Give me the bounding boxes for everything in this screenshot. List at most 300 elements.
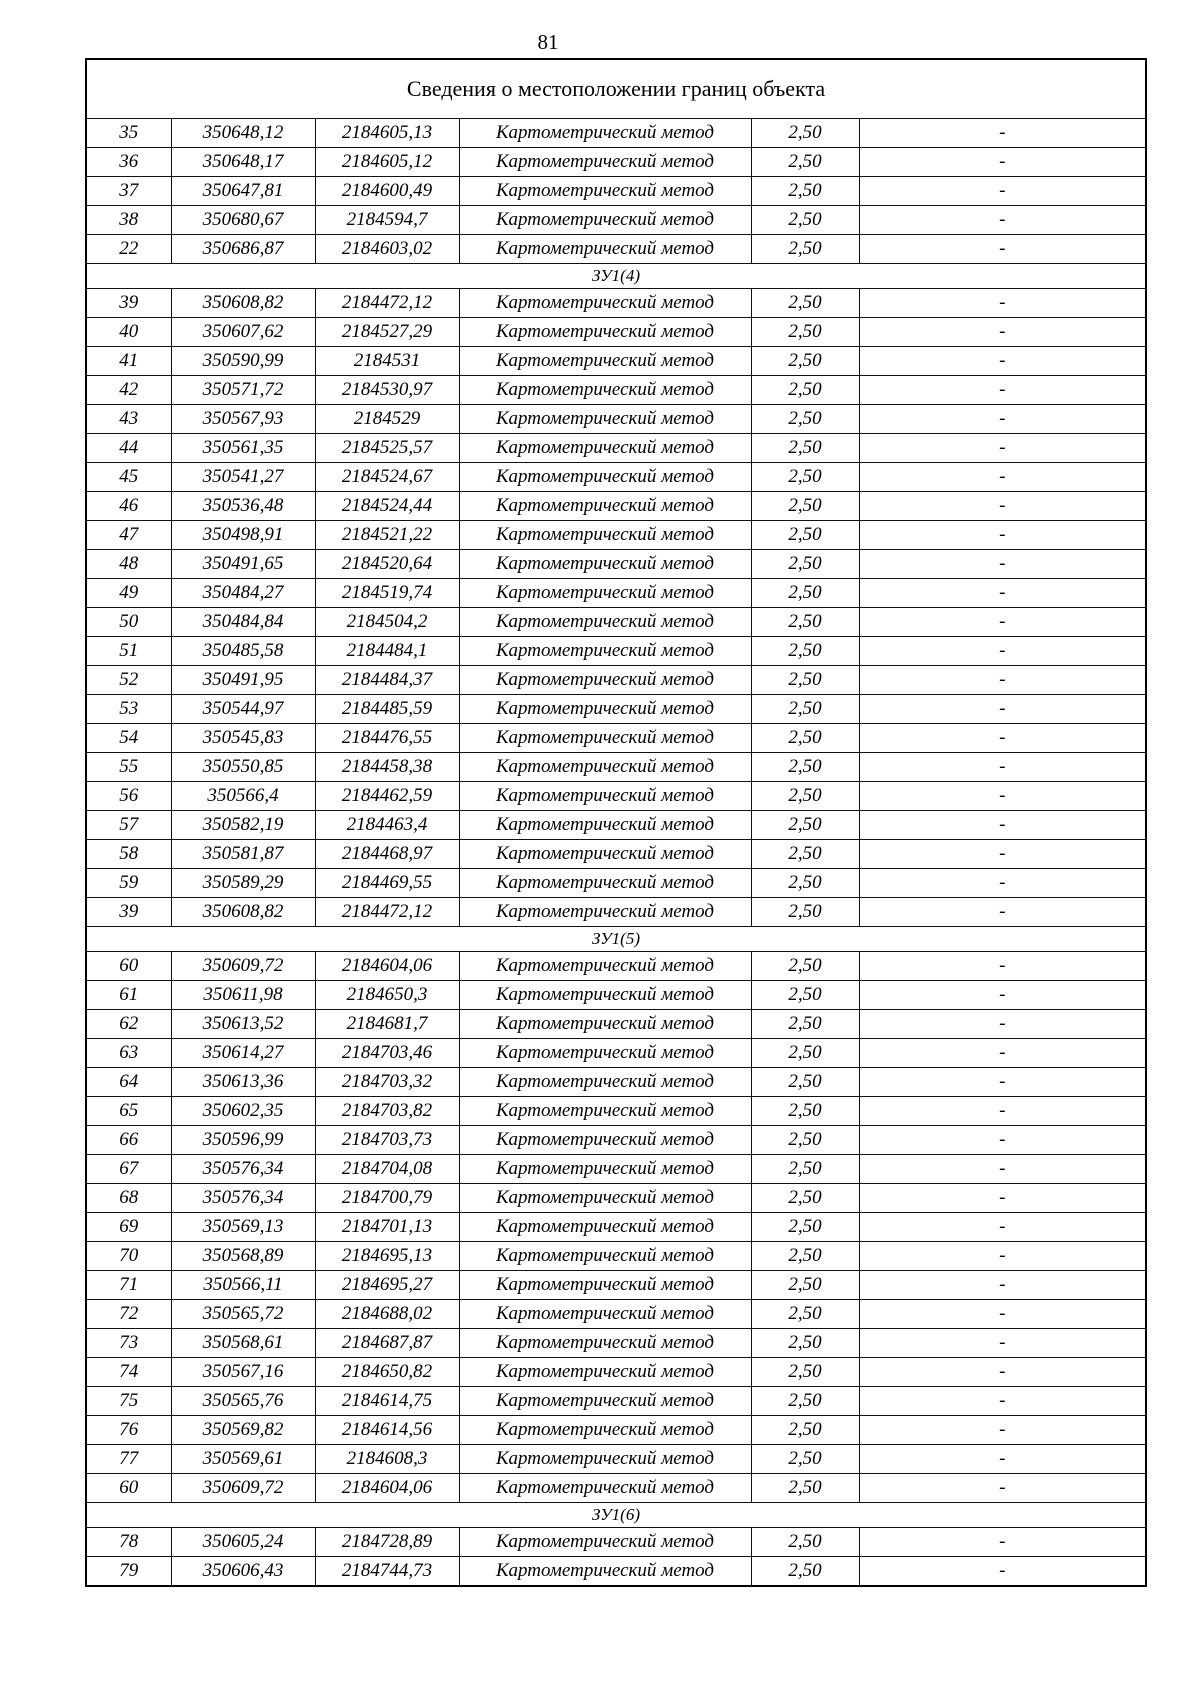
precision-cell: 2,50 [751, 119, 859, 148]
precision-cell: 2,50 [751, 492, 859, 521]
note-cell: - [859, 550, 1146, 579]
boundary-coordinates-table [85, 58, 1147, 1587]
y-coordinate-cell: 2184614,56 [315, 1416, 459, 1445]
x-coordinate-cell: 350569,13 [171, 1213, 315, 1242]
table-row [86, 235, 1146, 264]
note-cell: - [859, 1300, 1146, 1329]
method-cell: Картометрический метод [459, 1329, 751, 1358]
note-cell: - [859, 347, 1146, 376]
note-cell: - [859, 1329, 1146, 1358]
note-cell: - [859, 1213, 1146, 1242]
y-coordinate-cell: 2184650,3 [315, 981, 459, 1010]
y-coordinate-cell: 2184703,46 [315, 1039, 459, 1068]
note-cell: - [859, 1068, 1146, 1097]
note-cell: - [859, 1387, 1146, 1416]
precision-cell: 2,50 [751, 550, 859, 579]
x-coordinate-cell: 350569,61 [171, 1445, 315, 1474]
precision-cell: 2,50 [751, 981, 859, 1010]
x-coordinate-cell: 350648,12 [171, 119, 315, 148]
y-coordinate-cell: 2184519,74 [315, 579, 459, 608]
y-coordinate-cell: 2184687,87 [315, 1329, 459, 1358]
x-coordinate-cell: 350602,35 [171, 1097, 315, 1126]
method-cell: Картометрический метод [459, 1039, 751, 1068]
x-coordinate-cell: 350491,95 [171, 666, 315, 695]
method-cell: Картометрический метод [459, 782, 751, 811]
table-row [86, 1528, 1146, 1557]
note-cell: - [859, 981, 1146, 1010]
precision-cell: 2,50 [751, 463, 859, 492]
y-coordinate-cell: 2184744,73 [315, 1557, 459, 1587]
table-row [86, 1300, 1146, 1329]
method-cell: Картометрический метод [459, 1126, 751, 1155]
y-coordinate-cell: 2184484,1 [315, 637, 459, 666]
table-row [86, 119, 1146, 148]
method-cell: Картометрический метод [459, 666, 751, 695]
x-coordinate-cell: 350550,85 [171, 753, 315, 782]
y-coordinate-cell: 2184605,13 [315, 119, 459, 148]
precision-cell: 2,50 [751, 869, 859, 898]
precision-cell: 2,50 [751, 753, 859, 782]
precision-cell: 2,50 [751, 1271, 859, 1300]
point-number-cell: 71 [86, 1271, 171, 1300]
note-cell: - [859, 463, 1146, 492]
point-number-cell: 57 [86, 811, 171, 840]
note-cell: - [859, 608, 1146, 637]
x-coordinate-cell: 350541,27 [171, 463, 315, 492]
method-cell: Картометрический метод [459, 148, 751, 177]
point-number-cell: 63 [86, 1039, 171, 1068]
table-row [86, 637, 1146, 666]
point-number-cell: 70 [86, 1242, 171, 1271]
point-number-cell: 53 [86, 695, 171, 724]
x-coordinate-cell: 350569,82 [171, 1416, 315, 1445]
precision-cell: 2,50 [751, 1242, 859, 1271]
precision-cell: 2,50 [751, 376, 859, 405]
x-coordinate-cell: 350596,99 [171, 1126, 315, 1155]
note-cell: - [859, 405, 1146, 434]
point-number-cell: 38 [86, 206, 171, 235]
point-number-cell: 40 [86, 318, 171, 347]
precision-cell: 2,50 [751, 1557, 859, 1587]
precision-cell: 2,50 [751, 840, 859, 869]
note-cell: - [859, 869, 1146, 898]
note-cell: - [859, 1271, 1146, 1300]
method-cell: Картометрический метод [459, 405, 751, 434]
x-coordinate-cell: 350686,87 [171, 235, 315, 264]
method-cell: Картометрический метод [459, 898, 751, 927]
note-cell: - [859, 148, 1146, 177]
point-number-cell: 75 [86, 1387, 171, 1416]
point-number-cell: 51 [86, 637, 171, 666]
point-number-cell: 62 [86, 1010, 171, 1039]
point-number-cell: 65 [86, 1097, 171, 1126]
y-coordinate-cell: 2184531 [315, 347, 459, 376]
y-coordinate-cell: 2184703,73 [315, 1126, 459, 1155]
y-coordinate-cell: 2184604,06 [315, 1474, 459, 1503]
method-cell: Картометрический метод [459, 1271, 751, 1300]
point-number-cell: 47 [86, 521, 171, 550]
x-coordinate-cell: 350567,93 [171, 405, 315, 434]
table-row [86, 724, 1146, 753]
table-row [86, 1184, 1146, 1213]
x-coordinate-cell: 350561,35 [171, 434, 315, 463]
x-coordinate-cell: 350568,89 [171, 1242, 315, 1271]
y-coordinate-cell: 2184695,13 [315, 1242, 459, 1271]
x-coordinate-cell: 350568,61 [171, 1329, 315, 1358]
x-coordinate-cell: 350498,91 [171, 521, 315, 550]
table-row [86, 1242, 1146, 1271]
point-number-cell: 67 [86, 1155, 171, 1184]
point-number-cell: 73 [86, 1329, 171, 1358]
y-coordinate-cell: 2184468,97 [315, 840, 459, 869]
point-number-cell: 36 [86, 148, 171, 177]
precision-cell: 2,50 [751, 1329, 859, 1358]
point-number-cell: 61 [86, 981, 171, 1010]
table-row [86, 492, 1146, 521]
point-number-cell: 49 [86, 579, 171, 608]
note-cell: - [859, 898, 1146, 927]
y-coordinate-cell: 2184600,49 [315, 177, 459, 206]
note-cell: - [859, 1445, 1146, 1474]
precision-cell: 2,50 [751, 1213, 859, 1242]
y-coordinate-cell: 2184485,59 [315, 695, 459, 724]
x-coordinate-cell: 350485,58 [171, 637, 315, 666]
x-coordinate-cell: 350491,65 [171, 550, 315, 579]
y-coordinate-cell: 2184701,13 [315, 1213, 459, 1242]
table-row [86, 463, 1146, 492]
point-number-cell: 72 [86, 1300, 171, 1329]
y-coordinate-cell: 2184695,27 [315, 1271, 459, 1300]
precision-cell: 2,50 [751, 952, 859, 981]
precision-cell: 2,50 [751, 434, 859, 463]
table-row [86, 1416, 1146, 1445]
method-cell: Картометрический метод [459, 434, 751, 463]
note-cell: - [859, 1039, 1146, 1068]
y-coordinate-cell: 2184700,79 [315, 1184, 459, 1213]
y-coordinate-cell: 2184703,32 [315, 1068, 459, 1097]
x-coordinate-cell: 350536,48 [171, 492, 315, 521]
x-coordinate-cell: 350484,27 [171, 579, 315, 608]
x-coordinate-cell: 350605,24 [171, 1528, 315, 1557]
note-cell: - [859, 206, 1146, 235]
table-row [86, 952, 1146, 981]
point-number-cell: 39 [86, 898, 171, 927]
point-number-cell: 48 [86, 550, 171, 579]
point-number-cell: 74 [86, 1358, 171, 1387]
table-row [86, 782, 1146, 811]
x-coordinate-cell: 350613,36 [171, 1068, 315, 1097]
x-coordinate-cell: 350576,34 [171, 1155, 315, 1184]
method-cell: Картометрический метод [459, 177, 751, 206]
x-coordinate-cell: 350613,52 [171, 1010, 315, 1039]
note-cell: - [859, 376, 1146, 405]
page-number: 81 [537, 30, 559, 54]
x-coordinate-cell: 350614,27 [171, 1039, 315, 1068]
table-row [86, 434, 1146, 463]
table-row [86, 1387, 1146, 1416]
method-cell: Картометрический метод [459, 289, 751, 318]
method-cell: Картометрический метод [459, 1557, 751, 1587]
method-cell: Картометрический метод [459, 1358, 751, 1387]
point-number-cell: 59 [86, 869, 171, 898]
x-coordinate-cell: 350567,16 [171, 1358, 315, 1387]
section-heading-row [86, 1503, 1146, 1528]
y-coordinate-cell: 2184605,12 [315, 148, 459, 177]
method-cell: Картометрический метод [459, 1097, 751, 1126]
precision-cell: 2,50 [751, 405, 859, 434]
point-number-cell: 55 [86, 753, 171, 782]
method-cell: Картометрический метод [459, 318, 751, 347]
y-coordinate-cell: 2184504,2 [315, 608, 459, 637]
method-cell: Картометрический метод [459, 1068, 751, 1097]
note-cell: - [859, 753, 1146, 782]
point-number-cell: 54 [86, 724, 171, 753]
precision-cell: 2,50 [751, 177, 859, 206]
x-coordinate-cell: 350484,84 [171, 608, 315, 637]
table-row [86, 550, 1146, 579]
precision-cell: 2,50 [751, 1416, 859, 1445]
note-cell: - [859, 811, 1146, 840]
precision-cell: 2,50 [751, 579, 859, 608]
table-row [86, 1213, 1146, 1242]
point-number-cell: 79 [86, 1557, 171, 1587]
table-row [86, 1155, 1146, 1184]
method-cell: Картометрический метод [459, 1528, 751, 1557]
precision-cell: 2,50 [751, 1068, 859, 1097]
table-body [86, 119, 1146, 1587]
table-row [86, 811, 1146, 840]
precision-cell: 2,50 [751, 1358, 859, 1387]
precision-cell: 2,50 [751, 695, 859, 724]
y-coordinate-cell: 2184472,12 [315, 898, 459, 927]
table-row [86, 1445, 1146, 1474]
note-cell: - [859, 235, 1146, 264]
method-cell: Картометрический метод [459, 492, 751, 521]
point-number-cell: 78 [86, 1528, 171, 1557]
y-coordinate-cell: 2184608,3 [315, 1445, 459, 1474]
precision-cell: 2,50 [751, 1039, 859, 1068]
y-coordinate-cell: 2184476,55 [315, 724, 459, 753]
method-cell: Картометрический метод [459, 1300, 751, 1329]
precision-cell: 2,50 [751, 1474, 859, 1503]
note-cell: - [859, 782, 1146, 811]
x-coordinate-cell: 350647,81 [171, 177, 315, 206]
method-cell: Картометрический метод [459, 1445, 751, 1474]
note-cell: - [859, 1528, 1146, 1557]
note-cell: - [859, 666, 1146, 695]
method-cell: Картометрический метод [459, 724, 751, 753]
table-row [86, 753, 1146, 782]
note-cell: - [859, 637, 1146, 666]
table-row [86, 1358, 1146, 1387]
table-row [86, 347, 1146, 376]
section-heading: ЗУ1(6) [86, 1503, 1146, 1528]
y-coordinate-cell: 2184614,75 [315, 1387, 459, 1416]
note-cell: - [859, 1358, 1146, 1387]
table-row [86, 869, 1146, 898]
note-cell: - [859, 1010, 1146, 1039]
x-coordinate-cell: 350589,29 [171, 869, 315, 898]
x-coordinate-cell: 350606,43 [171, 1557, 315, 1587]
table-row [86, 1010, 1146, 1039]
note-cell: - [859, 1126, 1146, 1155]
precision-cell: 2,50 [751, 1387, 859, 1416]
x-coordinate-cell: 350565,76 [171, 1387, 315, 1416]
method-cell: Картометрический метод [459, 695, 751, 724]
point-number-cell: 66 [86, 1126, 171, 1155]
table-row [86, 1068, 1146, 1097]
x-coordinate-cell: 350590,99 [171, 347, 315, 376]
y-coordinate-cell: 2184484,37 [315, 666, 459, 695]
point-number-cell: 77 [86, 1445, 171, 1474]
precision-cell: 2,50 [751, 811, 859, 840]
precision-cell: 2,50 [751, 206, 859, 235]
x-coordinate-cell: 350571,72 [171, 376, 315, 405]
y-coordinate-cell: 2184688,02 [315, 1300, 459, 1329]
section-heading-row [86, 927, 1146, 952]
table-row [86, 695, 1146, 724]
method-cell: Картометрический метод [459, 376, 751, 405]
y-coordinate-cell: 2184703,82 [315, 1097, 459, 1126]
method-cell: Картометрический метод [459, 119, 751, 148]
method-cell: Картометрический метод [459, 521, 751, 550]
note-cell: - [859, 1416, 1146, 1445]
method-cell: Картометрический метод [459, 1387, 751, 1416]
precision-cell: 2,50 [751, 1184, 859, 1213]
note-cell: - [859, 1155, 1146, 1184]
y-coordinate-cell: 2184458,38 [315, 753, 459, 782]
y-coordinate-cell: 2184704,08 [315, 1155, 459, 1184]
note-cell: - [859, 492, 1146, 521]
method-cell: Картометрический метод [459, 840, 751, 869]
precision-cell: 2,50 [751, 1097, 859, 1126]
precision-cell: 2,50 [751, 898, 859, 927]
x-coordinate-cell: 350608,82 [171, 898, 315, 927]
precision-cell: 2,50 [751, 521, 859, 550]
table-row [86, 1329, 1146, 1358]
note-cell: - [859, 521, 1146, 550]
note-cell: - [859, 177, 1146, 206]
precision-cell: 2,50 [751, 148, 859, 177]
table-title-row [86, 59, 1146, 119]
point-number-cell: 69 [86, 1213, 171, 1242]
section-heading: ЗУ1(5) [86, 927, 1146, 952]
method-cell: Картометрический метод [459, 579, 751, 608]
table-header [86, 59, 1146, 119]
x-coordinate-cell: 350544,97 [171, 695, 315, 724]
precision-cell: 2,50 [751, 637, 859, 666]
note-cell: - [859, 119, 1146, 148]
table-row [86, 1271, 1146, 1300]
method-cell: Картометрический метод [459, 1242, 751, 1271]
note-cell: - [859, 1557, 1146, 1587]
note-cell: - [859, 1184, 1146, 1213]
table-row [86, 521, 1146, 550]
table-row [86, 376, 1146, 405]
method-cell: Картометрический метод [459, 952, 751, 981]
note-cell: - [859, 1097, 1146, 1126]
section-heading-row [86, 264, 1146, 289]
method-cell: Картометрический метод [459, 1155, 751, 1184]
precision-cell: 2,50 [751, 1300, 859, 1329]
note-cell: - [859, 318, 1146, 347]
y-coordinate-cell: 2184463,4 [315, 811, 459, 840]
table-row [86, 318, 1146, 347]
table-row [86, 666, 1146, 695]
method-cell: Картометрический метод [459, 550, 751, 579]
y-coordinate-cell: 2184650,82 [315, 1358, 459, 1387]
point-number-cell: 43 [86, 405, 171, 434]
x-coordinate-cell: 350609,72 [171, 952, 315, 981]
precision-cell: 2,50 [751, 608, 859, 637]
y-coordinate-cell: 2184529 [315, 405, 459, 434]
table-row [86, 1039, 1146, 1068]
method-cell: Картометрический метод [459, 1416, 751, 1445]
table-row [86, 981, 1146, 1010]
method-cell: Картометрический метод [459, 206, 751, 235]
method-cell: Картометрический метод [459, 1474, 751, 1503]
note-cell: - [859, 579, 1146, 608]
point-number-cell: 44 [86, 434, 171, 463]
precision-cell: 2,50 [751, 289, 859, 318]
note-cell: - [859, 1474, 1146, 1503]
precision-cell: 2,50 [751, 1155, 859, 1184]
method-cell: Картометрический метод [459, 235, 751, 264]
precision-cell: 2,50 [751, 1528, 859, 1557]
method-cell: Картометрический метод [459, 637, 751, 666]
point-number-cell: 39 [86, 289, 171, 318]
method-cell: Картометрический метод [459, 1213, 751, 1242]
table-row [86, 148, 1146, 177]
point-number-cell: 58 [86, 840, 171, 869]
x-coordinate-cell: 350566,11 [171, 1271, 315, 1300]
point-number-cell: 50 [86, 608, 171, 637]
x-coordinate-cell: 350582,19 [171, 811, 315, 840]
x-coordinate-cell: 350680,67 [171, 206, 315, 235]
section-heading: ЗУ1(4) [86, 264, 1146, 289]
table-row [86, 898, 1146, 927]
y-coordinate-cell: 2184525,57 [315, 434, 459, 463]
method-cell: Картометрический метод [459, 1010, 751, 1039]
y-coordinate-cell: 2184604,06 [315, 952, 459, 981]
point-number-cell: 22 [86, 235, 171, 264]
method-cell: Картометрический метод [459, 608, 751, 637]
y-coordinate-cell: 2184462,59 [315, 782, 459, 811]
table-row [86, 405, 1146, 434]
x-coordinate-cell: 350576,34 [171, 1184, 315, 1213]
table-row [86, 289, 1146, 318]
point-number-cell: 35 [86, 119, 171, 148]
point-number-cell: 76 [86, 1416, 171, 1445]
precision-cell: 2,50 [751, 347, 859, 376]
x-coordinate-cell: 350566,4 [171, 782, 315, 811]
point-number-cell: 60 [86, 1474, 171, 1503]
note-cell: - [859, 840, 1146, 869]
point-number-cell: 52 [86, 666, 171, 695]
method-cell: Картометрический метод [459, 811, 751, 840]
y-coordinate-cell: 2184520,64 [315, 550, 459, 579]
x-coordinate-cell: 350609,72 [171, 1474, 315, 1503]
table-row [86, 177, 1146, 206]
y-coordinate-cell: 2184524,44 [315, 492, 459, 521]
method-cell: Картометрический метод [459, 869, 751, 898]
note-cell: - [859, 724, 1146, 753]
method-cell: Картометрический метод [459, 753, 751, 782]
precision-cell: 2,50 [751, 782, 859, 811]
table-row [86, 1474, 1146, 1503]
table-row [86, 1126, 1146, 1155]
point-number-cell: 64 [86, 1068, 171, 1097]
